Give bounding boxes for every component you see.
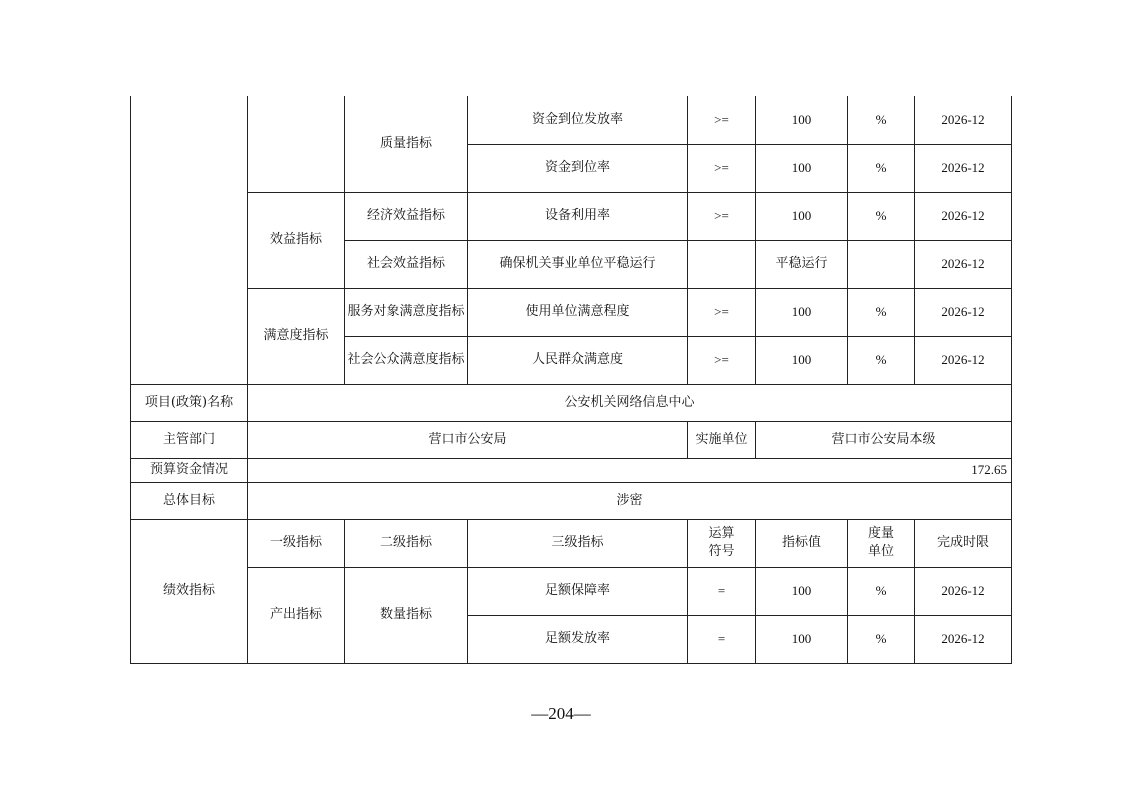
goal-label: 总体目标	[131, 482, 248, 519]
operator-cell: >=	[688, 192, 756, 240]
deadline-cell: 2026-12	[915, 336, 1012, 384]
header-tier2: 二级指标	[345, 519, 468, 567]
deadline-cell: 2026-12	[915, 567, 1012, 615]
tier1-cell: 效益指标	[248, 192, 345, 288]
department-row	[131, 421, 1012, 458]
header-operator	[688, 519, 756, 567]
tier3-cell: 设备利用率	[468, 192, 688, 240]
tier1-cell: 满意度指标	[248, 288, 345, 384]
budget-value: 172.65	[248, 458, 1012, 482]
deadline-cell: 2026-12	[915, 240, 1012, 288]
value-cell: 100	[756, 288, 848, 336]
goal-value: 涉密	[248, 482, 1012, 519]
value-cell: 100	[756, 336, 848, 384]
operator-cell: =	[688, 615, 756, 663]
project-name-value: 公安机关网络信息中心	[248, 384, 1012, 421]
header-operator-line1: 运算	[708, 526, 735, 542]
header-unit-line2: 单位	[867, 544, 894, 559]
department-label: 主管部门	[131, 421, 248, 458]
budget-row	[131, 458, 1012, 482]
operator-cell: =	[688, 567, 756, 615]
unit-cell: %	[848, 192, 915, 240]
table-row	[131, 96, 1012, 144]
tier2-cell: 经济效益指标	[345, 192, 468, 240]
tier3-cell: 使用单位满意程度	[468, 288, 688, 336]
value-cell: 100	[756, 615, 848, 663]
operator-cell: >=	[688, 288, 756, 336]
tier3-cell: 资金到位发放率	[468, 96, 688, 144]
page-number: —204—	[531, 704, 591, 723]
project-name-label: 项目(政策)名称	[131, 384, 248, 421]
tier1-cell	[248, 96, 345, 192]
table-row	[131, 192, 1012, 240]
tier2-cell: 质量指标	[345, 96, 468, 192]
tier3-cell: 人民群众满意度	[468, 336, 688, 384]
tier3-cell: 足额保障率	[468, 567, 688, 615]
tier2-cell: 社会效益指标	[345, 240, 468, 288]
tier3-cell: 资金到位率	[468, 144, 688, 192]
unit-cell: %	[848, 567, 915, 615]
header-unit-line1: 度量	[867, 526, 894, 542]
deadline-cell: 2026-12	[915, 615, 1012, 663]
deadline-cell: 2026-12	[915, 288, 1012, 336]
value-cell: 100	[756, 192, 848, 240]
operator-cell: >=	[688, 336, 756, 384]
unit-cell: %	[848, 336, 915, 384]
deadline-cell: 2026-12	[915, 96, 1012, 144]
deadline-cell: 2026-12	[915, 144, 1012, 192]
tier3-cell: 足额发放率	[468, 615, 688, 663]
tier1-cell: 产出指标	[248, 567, 345, 663]
operator-cell: >=	[688, 96, 756, 144]
value-cell: 100	[756, 567, 848, 615]
value-cell: 平稳运行	[756, 240, 848, 288]
implementing-unit-label: 实施单位	[688, 421, 756, 458]
unit-cell	[848, 240, 915, 288]
value-cell: 100	[756, 144, 848, 192]
value-cell: 100	[756, 96, 848, 144]
unit-cell: %	[848, 144, 915, 192]
unit-cell: %	[848, 96, 915, 144]
table-row	[131, 288, 1012, 336]
deadline-cell: 2026-12	[915, 192, 1012, 240]
operator-cell	[688, 240, 756, 288]
header-deadline: 完成时限	[915, 519, 1012, 567]
tier3-cell: 确保机关事业单位平稳运行	[468, 240, 688, 288]
goal-row	[131, 482, 1012, 519]
project-name-row	[131, 384, 1012, 421]
performance-label: 绩效指标	[131, 519, 248, 663]
unit-cell: %	[848, 615, 915, 663]
header-unit	[848, 519, 915, 567]
implementing-unit-value: 营口市公安局本级	[756, 421, 1012, 458]
tier2-cell: 数量指标	[345, 567, 468, 663]
tier2-cell: 社会公众满意度指标	[345, 336, 468, 384]
budget-label: 预算资金情况	[131, 458, 248, 482]
tier2-cell: 服务对象满意度指标	[345, 288, 468, 336]
blank-category-cell	[131, 96, 248, 384]
header-tier3: 三级指标	[468, 519, 688, 567]
header-tier1: 一级指标	[248, 519, 345, 567]
header-operator-line2: 符号	[708, 544, 735, 559]
unit-cell: %	[848, 288, 915, 336]
table-row	[131, 567, 1012, 615]
operator-cell: >=	[688, 144, 756, 192]
department-value: 营口市公安局	[248, 421, 688, 458]
header-row	[131, 519, 1012, 567]
performance-table	[130, 96, 1012, 664]
header-value: 指标值	[756, 519, 848, 567]
